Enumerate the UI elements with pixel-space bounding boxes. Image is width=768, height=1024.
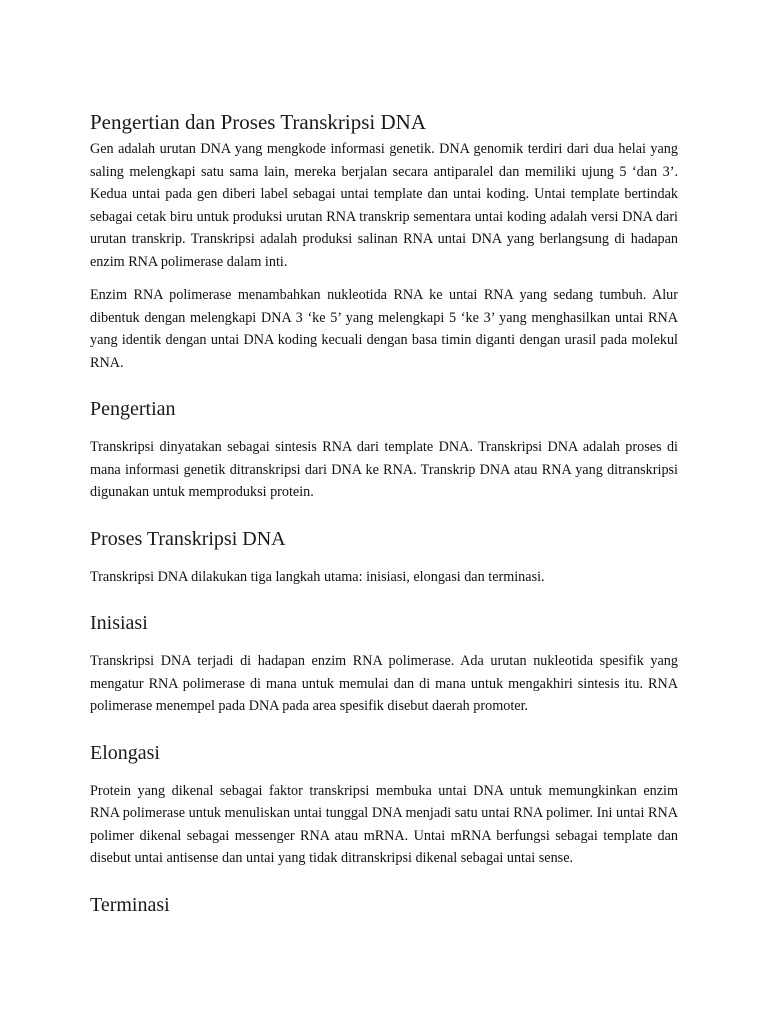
section-paragraph: Transkripsi DNA terjadi di hadapan enzim RNA polimerase. Ada urutan nukleotida spesifik yang mengatur RNA polimerase di mana untuk memulai dan di mana untuk mengakhiri sintesis itu. RNA polimerase menempel pada DNA pada area spesifik disebut daerah promoter. (90, 653, 678, 714)
section-pengertian (90, 396, 678, 504)
intro-paragraph-1: Gen adalah urutan DNA yang mengkode informasi genetik. DNA genomik terdiri dari dua helai yang saling melengkapi satu sama lain, mereka berjalan secara antiparalel dan memiliki ujung 5 ‘dan 3’. Kedua untai pada gen diberi label sebagai untai template dan untai koding. Untai template bertindak sebagai cetak biru untuk produksi urutan RNA transkrip sementara untai koding adalah versi DNA dari urutan transkrip. Transkripsi adalah produksi salinan RNA untai DNA yang berlangsung di hadapan enzim RNA polimerase dalam inti. (90, 141, 678, 270)
section-heading: Elongasi (90, 741, 160, 764)
document-page (90, 108, 678, 932)
intro-paragraph-2: Enzim RNA polimerase menambahkan nukleotida RNA ke untai RNA yang sedang tumbuh. Alur dibentuk dengan melengkapi DNA 3 ‘ke 5’ yang melengkapi 5 ‘ke 3’ yang menghasilkan untai RNA yang identik dengan untai DNA koding kecuali dengan basa timin diganti dengan urasil pada molekul RNA. (90, 287, 678, 371)
section-heading: Proses Transkripsi DNA (90, 527, 286, 550)
document-title: Pengertian dan Proses Transkripsi DNA (90, 110, 426, 134)
section-paragraph: Transkripsi DNA dilakukan tiga langkah utama: inisiasi, elongasi dan terminasi. (90, 568, 545, 585)
section-terminasi (90, 892, 678, 918)
section-elongasi (90, 740, 678, 870)
section-heading: Terminasi (90, 893, 170, 916)
section-inisiasi (90, 610, 678, 718)
section-proses-transkripsi (90, 526, 678, 589)
section-heading: Pengertian (90, 398, 176, 420)
section-heading: Inisiasi (90, 612, 148, 634)
section-paragraph: Transkripsi dinyatakan sebagai sintesis RNA dari template DNA. Transkripsi DNA adalah proses di mana informasi genetik ditranskripsi dari DNA ke RNA. Transkrip DNA atau RNA yang ditranskripsi digunakan untuk memproduksi protein. (90, 439, 678, 500)
section-paragraph: Protein yang dikenal sebagai faktor transkripsi membuka untai DNA untuk memungkinkan enzim RNA polimerase untuk menuliskan untai tunggal DNA menjadi satu untai RNA polimer. Ini untai RNA polimer dikenal sebagai messenger RNA atau mRNA. Untai mRNA berfungsi sebagai template dan disebut untai antisense dan untai yang tidak ditranskripsi dikenal sebagai untai sense. (90, 782, 678, 866)
